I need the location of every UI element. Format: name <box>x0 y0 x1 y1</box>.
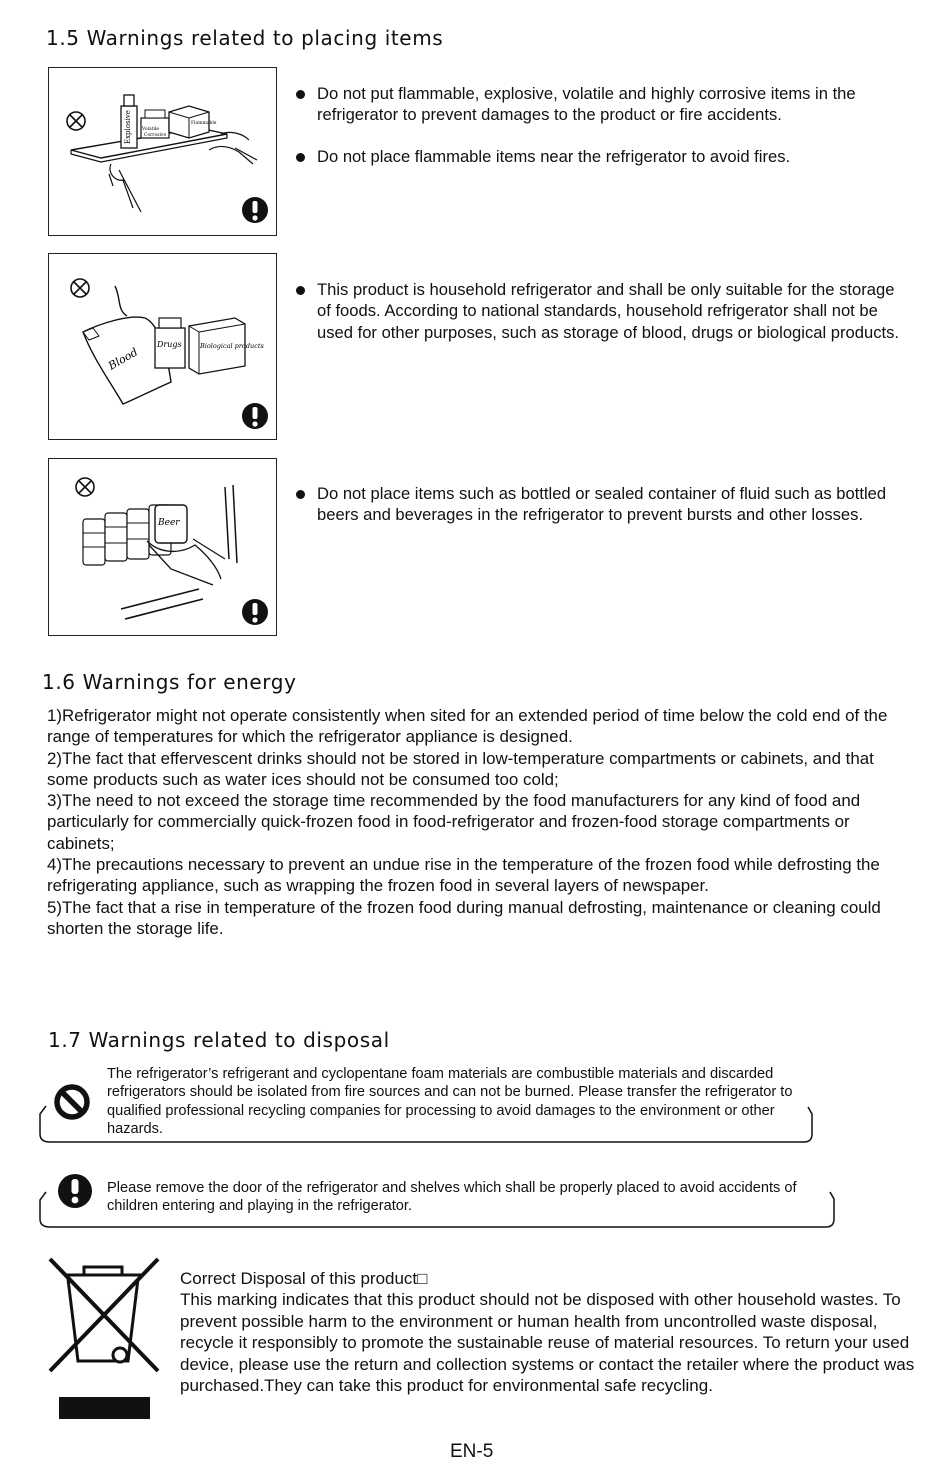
exclamation-icon <box>58 1174 92 1208</box>
illustration-bottled-beer <box>48 458 277 636</box>
prohibited-circle-icon <box>76 478 94 496</box>
section-1-7-heading: 1.7 Warnings related to disposal <box>48 1028 390 1052</box>
illustration-blood-drugs <box>48 253 277 440</box>
page-number: EN-5 <box>450 1441 494 1462</box>
energy-warnings <box>47 705 919 939</box>
exclamation-icon <box>242 197 268 223</box>
energy-item-2: 2)The fact that effervescent drinks should not be stored in low-temperature compartments or cabinets, and that some products such as water ices should not be consumed too cold; <box>47 748 874 789</box>
door-removal-note-text: Please remove the door of the refrigerator and shelves which shall be properly placed to avoid accidents of children entering and playing in the refrigerator. <box>107 1180 797 1215</box>
energy-item-5: 5)The fact that a rise in temperature of the frozen food during manual defrosting, maintenance or cleaning could shorten the storage life. <box>47 897 881 938</box>
energy-item-3: 3)The need to not exceed the storage time recommended by the food manufacturers for any kind of food and particularly for commercially quick-frozen food in food-refrigerator and frozen-food storage compartments or cabinets; <box>47 791 861 853</box>
energy-item-1: 1)Refrigerator might not operate consistently when sited for an extended period of time below the cold end of the range of temperatures for which the refrigerator appliance is designed. <box>47 706 888 747</box>
bullet-flammable-items: Do not put flammable, explosive, volatile and highly corrosive items in the refrigerator to prevent damages to the product or fire accidents. <box>296 83 906 126</box>
bullet-household-only: This product is household refrigerator and shall be only suitable for the storage of foods. According to national standards, household refrigerator shall not be used for other purposes, such as storage of blood, drugs or biological products. <box>296 279 906 343</box>
blood-drugs-drawing <box>49 254 278 441</box>
section-1-6-heading: 1.6 Warnings for energy <box>42 670 297 694</box>
energy-item-4: 4)The precautions necessary to prevent an undue rise in the temperature of the frozen food while defrosting the refrigerating appliance, such as wrapping the frozen food in several layers of newspaper. <box>47 855 880 896</box>
label-flammable: Flammable <box>191 121 217 126</box>
label-explosive: Explosive <box>124 110 132 144</box>
illustration-flammable-items <box>48 67 277 236</box>
label-blood: Blood <box>106 345 141 373</box>
bullet-bottled-fluids: Do not place items such as bottled or sealed container of fluid such as bottled beers and beverages in the refrigerator to prevent bursts and other losses. <box>296 483 906 526</box>
label-biological-products: Biological products <box>200 342 264 350</box>
weee-title: Correct Disposal of this product□ <box>180 1269 428 1288</box>
weee-text: This marking indicates that this product should not be disposed with other household wastes. To prevent possible harm to the environment or human health from uncontrolled waste disposal, recycle it responsibly to promote the sustainable reuse of material resources. To return your used device, please use the return and collection systems or contact the retailer where the product was purchased.They can take this product for environmental safe recycling. <box>180 1290 915 1396</box>
label-drugs: Drugs <box>157 340 182 349</box>
label-corrosive: Corrosive <box>144 133 167 138</box>
exclamation-icon <box>242 599 268 625</box>
panel-2-bullets <box>296 279 906 363</box>
prohibited-circle-icon <box>67 112 85 130</box>
prohibition-note <box>38 1064 816 1146</box>
panel-3-bullets <box>296 483 906 546</box>
prohibition-note-text: The refrigerator’s refrigerant and cyclopentane foam materials are combustible materials and discarded refrigerators should be isolated from fire sources and can not be burned. Please transfer the refrigerator to qualified professional recycling companies for processing to avoid damages to the environment or other hazards. <box>107 1066 793 1138</box>
crossed-bin-icon <box>46 1255 162 1421</box>
weee-disposal-block <box>180 1268 920 1396</box>
bullet-flammable-near: Do not place flammable items near the refrigerator to avoid fires. <box>296 146 906 167</box>
bottled-beer-drawing <box>49 459 278 637</box>
panel-1-bullets <box>296 83 906 187</box>
no-entry-icon <box>57 1087 87 1117</box>
exclamation-icon <box>242 403 268 429</box>
label-volatile: Volatile <box>142 127 160 132</box>
prohibited-circle-icon <box>71 279 89 297</box>
label-beer: Beer <box>158 518 180 528</box>
flammable-items-drawing <box>49 68 278 237</box>
section-1-5-heading: 1.5 Warnings related to placing items <box>46 26 444 50</box>
door-removal-note <box>38 1172 838 1232</box>
